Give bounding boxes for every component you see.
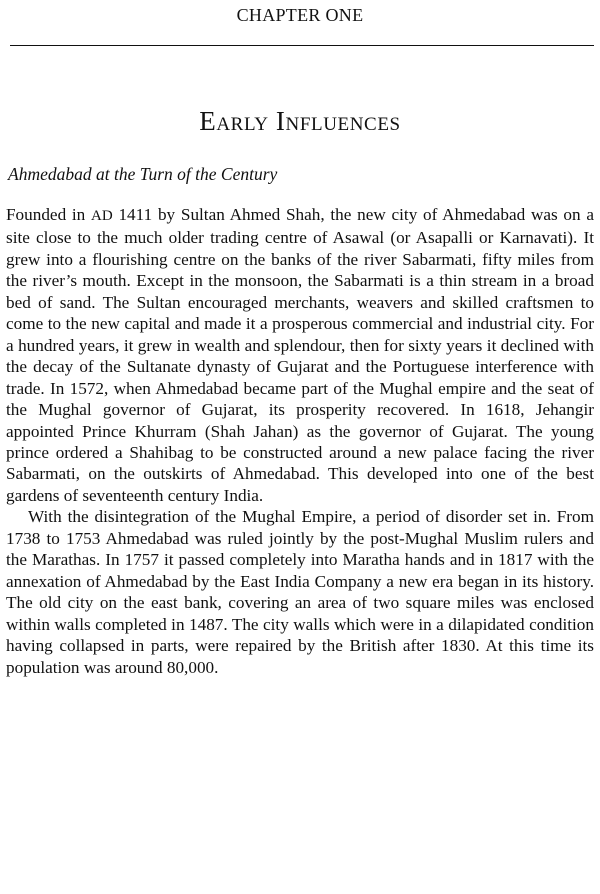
section-heading: Ahmedabad at the Turn of the Century (8, 164, 278, 184)
header-rule (10, 45, 594, 46)
chapter-label: CHAPTER ONE (236, 5, 364, 25)
paragraph-1-lead: Founded in (6, 205, 92, 224)
paragraph-1-text: 1411 by Sultan Ahmed Shah, the new city of Ahmedabad was on a site close to the much older trading centre of Asawal (or Asapalli or Karnavati). It grew into a flourishing centre on the banks of the river Sabarmati, fifty miles from the river’s mouth. Except in the monsoon, the Sabarmati is a thin stream in a broad bed of sand. The Sultan encouraged merchants, weavers and skilled craftsmen to come to the new capital and made it a prosperous commercial and industrial city. For a hundred years, it grew in wealth and splendour, then for sixty years it declined with the decay of the Sultanate dynasty of Gujarat and the Portuguese interference with trade. In 1572, when Ahmedabad became part of the Mughal empire and the seat of the Mughal governor of Gujarat, its prosperity recovered. In 1618, Jehangir appointed Prince Khurram (Shah Jahan) as the governor of Gujarat. The young prince ordered a Shahibag to be constructed around a new palace facing the river Sabarmati, on the outskirts of Ahmedabad. This developed into one of the best gardens of seventeenth century India. (6, 205, 594, 505)
body-text (6, 204, 594, 678)
paragraph-2: With the disintegration of the Mughal Empire, a period of disorder set in. From 1738 to 1753 Ahmedabad was ruled jointly by the post-Mughal Muslim rulers and the Marathas. In 1757 it passed completely into Maratha hands and in 1817 with the annexation of Ahmedabad by the East India Company a new era began in its history. The old city on the east bank, covering an area of two square miles was enclosed within walls completed in 1487. The city walls which were in a dilapidated condition having collapsed in parts, were repaired by the British after 1830. At this time its population was around 80,000. (6, 507, 594, 677)
chapter-title: Early Influences (199, 106, 401, 136)
era-abbreviation: AD (91, 208, 113, 224)
paragraph-1 (6, 204, 594, 506)
